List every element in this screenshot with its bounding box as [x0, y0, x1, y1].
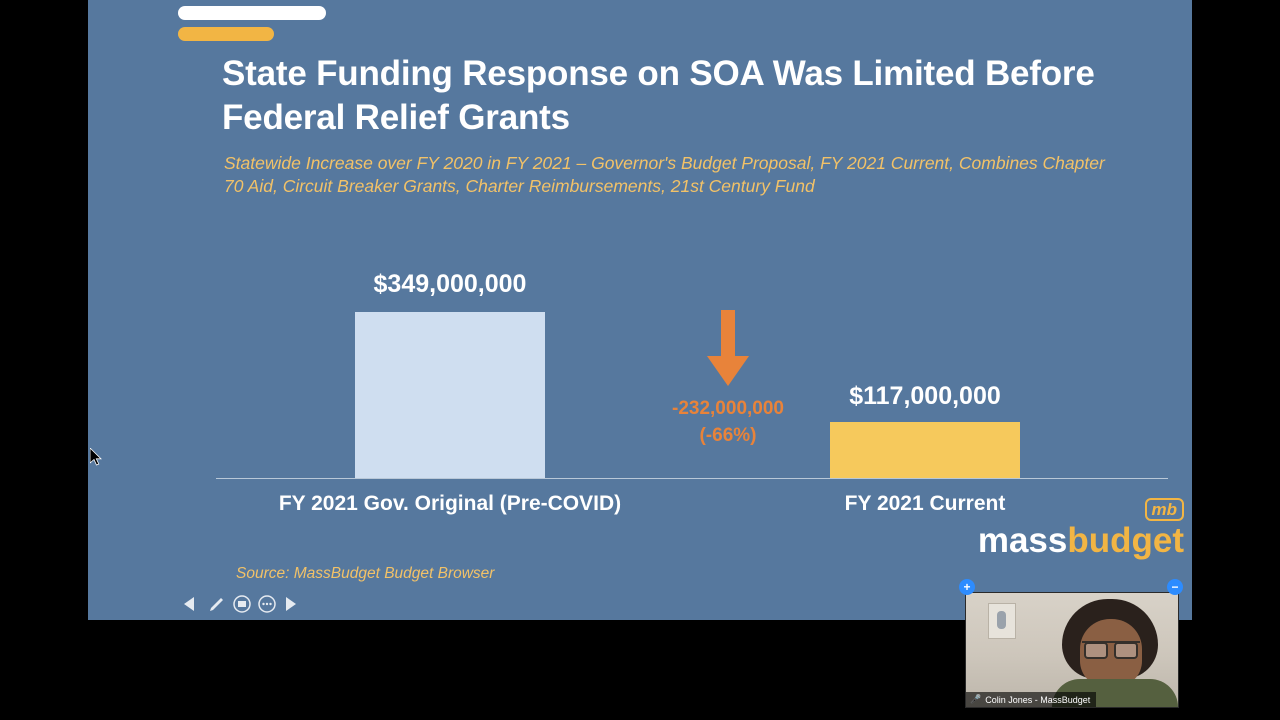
- accent-bar-gold: [178, 27, 274, 41]
- more-options-icon[interactable]: [257, 594, 277, 614]
- stamp-tool-icon[interactable]: [232, 594, 252, 614]
- delta-value: -232,000,000: [672, 398, 784, 419]
- presentation-slide: [88, 0, 1192, 620]
- down-arrow-icon: [705, 310, 751, 388]
- wall-art: [988, 603, 1016, 639]
- page-title: State Funding Response on SOA Was Limited Before Federal Relief Grants: [222, 54, 1095, 137]
- slide-subtitle: Statewide Increase over FY 2020 in FY 2021 – Governor's Budget Proposal, FY 2021 Current, Combines Chapter 70 Aid, Circuit Breaker Grants, Charter Reimbursements, 21st Century Fund: [224, 153, 1105, 197]
- collapse-video-button[interactable]: −: [1167, 579, 1183, 595]
- logo-word-mass: mass: [977, 521, 1068, 560]
- video-participant-tile[interactable]: [965, 592, 1179, 708]
- chart-baseline: [216, 478, 1168, 479]
- source-note: Source: MassBudget Budget Browser: [236, 565, 495, 582]
- microphone-icon: 🎤: [970, 694, 982, 704]
- bar-fy2021-gov-original: [355, 312, 545, 478]
- next-slide-icon[interactable]: [282, 594, 302, 614]
- logo-wordmark: [978, 523, 1184, 558]
- bar-value-label: $349,000,000: [373, 270, 527, 298]
- participant-glasses: [1082, 641, 1140, 656]
- expand-video-button[interactable]: +: [959, 579, 975, 595]
- logo-word-budget: budget: [1067, 521, 1184, 560]
- pointer-tool-icon[interactable]: [182, 594, 202, 614]
- massbudget-logo: [978, 498, 1184, 558]
- annotation-toolbar[interactable]: [182, 594, 302, 614]
- participant-name: Colin Jones - MassBudget: [985, 694, 1091, 705]
- delta-percent: (-66%): [699, 424, 757, 446]
- accent-bar-white: [178, 6, 326, 20]
- bar-category-label: FY 2021 Current: [844, 492, 1006, 515]
- bar-chart: [208, 250, 1168, 540]
- delta-annotation: [638, 310, 818, 449]
- bar-value-label: $117,000,000: [849, 382, 1001, 410]
- mouse-cursor: [90, 448, 102, 466]
- pen-tool-icon[interactable]: [207, 594, 227, 614]
- bar-fy2021-current: [830, 422, 1020, 478]
- logo-mark: mb: [1145, 498, 1185, 521]
- participant-name-badge: [966, 692, 1096, 707]
- bar-category-label: FY 2021 Gov. Original (Pre-COVID): [278, 492, 622, 515]
